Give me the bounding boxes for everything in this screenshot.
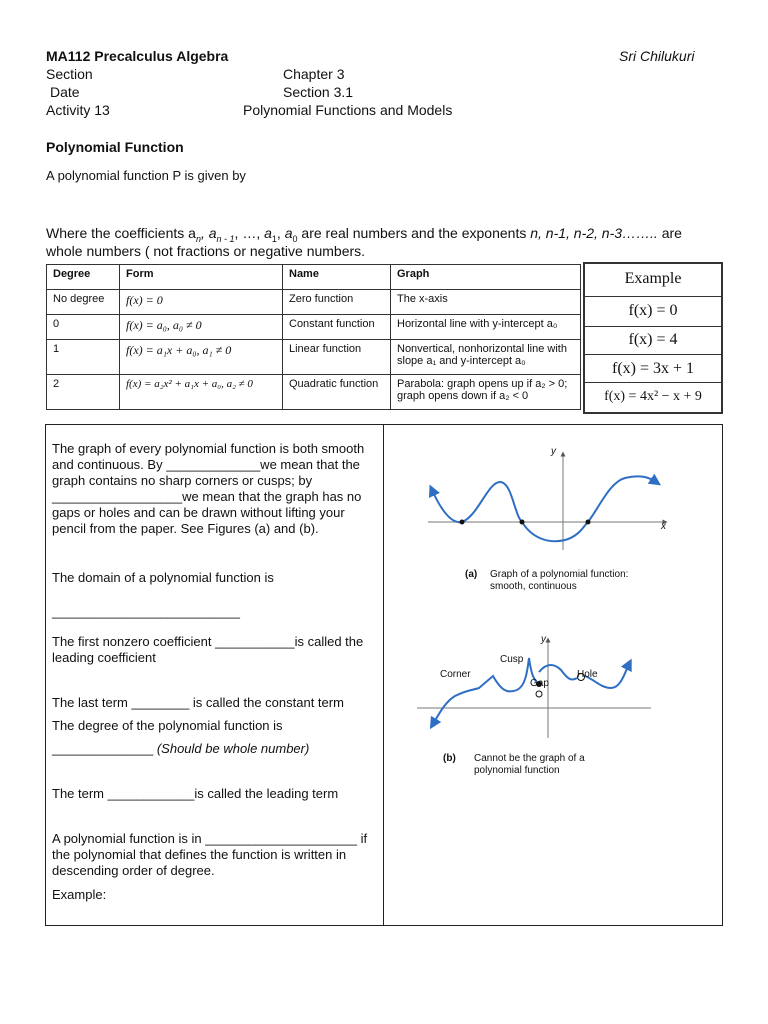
figure-a-y-label: y (551, 446, 556, 457)
instructor-name: Sri Chilukuri (619, 48, 695, 64)
smooth-continuous-paragraph: The graph of every polynomial function is both smooth and continuous. By _____________we mean that the graph contains no sharp corners or cusps; by __________________we mean that the graph has no gaps or holes and can be drawn without lifting your pencil from the paper. See Figures (a) and (b). (52, 441, 365, 536)
chapter-label: Chapter 3 (283, 66, 345, 82)
table-row (47, 340, 581, 375)
table-cell: Horizontal line with y-intercept a₀ (391, 315, 581, 340)
table-header: Form (120, 265, 283, 290)
table-cell: Constant function (283, 315, 391, 340)
table-cell: Zero function (283, 290, 391, 315)
figure-a-x-label: x (661, 521, 666, 532)
coefficients-line-2: whole numbers ( not fractions or negative numbers. (46, 243, 366, 259)
table-row (47, 290, 581, 315)
example-item: f(x) = 4 (585, 326, 721, 353)
x-intercept-point (520, 520, 525, 525)
section-number: Section 3.1 (283, 84, 354, 100)
degree-blank: ______________ (52, 741, 154, 756)
example-item: f(x) = 4x² − x + 9 (585, 382, 721, 411)
broken-curve-left (433, 658, 539, 724)
table-cell: 0 (47, 315, 120, 340)
table-cell: Linear function (283, 340, 391, 375)
cusp-label: Cusp (500, 654, 524, 665)
section-label: Section (46, 66, 93, 82)
degree-blank-line (52, 741, 377, 757)
column-divider (383, 424, 384, 926)
example-label: Example: (52, 887, 107, 902)
x-intercept-point (460, 520, 465, 525)
figure-a-label: (a) (465, 569, 478, 580)
activity-label: Activity 13 (46, 102, 110, 118)
leading-term-text: The term ____________is called the leading term (52, 786, 339, 801)
degree-text: The degree of the polynomial function is (52, 718, 283, 733)
leading-coefficient-text: The first nonzero coefficient ___________is called the leading coefficient (52, 634, 364, 665)
table-header: Graph (391, 265, 581, 290)
table-cell: Quadratic function (283, 375, 391, 410)
table-row (47, 315, 581, 340)
table-cell: No degree (47, 290, 120, 315)
constant-term-text: The last term ________ is called the constant term (52, 695, 344, 710)
table-header: Degree (47, 265, 120, 290)
degree-note: (Should be whole number) (153, 741, 310, 756)
coefficients-line: Where the coefficients $a_n$, $a_{n - 1}$, …, $a_1$, $a_0$ are real numbers and the exponents n, n-1, n-2, n-3…….. are (46, 225, 682, 244)
figure-b-label: (b) (443, 753, 456, 764)
figure-a-caption: Graph of a polynomial function: smooth, continuous (490, 569, 629, 592)
table-header: Name (283, 265, 391, 290)
table-cell: The x-axis (391, 290, 581, 315)
figure-a-graph (420, 442, 680, 552)
table-cell: Nonvertical, nonhorizontal line with slope a₁ and y-intercept a₀ (391, 340, 581, 375)
domain-text: The domain of a polynomial function is (52, 570, 274, 585)
x-intercept-point (586, 520, 591, 525)
figure-b-y-label: y (541, 634, 546, 645)
table-cell: 1 (47, 340, 120, 375)
polynomial-curve (432, 476, 656, 541)
section-heading: Polynomial Function (46, 139, 184, 155)
table-row (47, 375, 581, 410)
table-cell: f(x) = a₁x + a₀, a₁ ≠ 0 (120, 340, 283, 375)
example-box (583, 262, 723, 414)
coef-text-b: are real numbers and the exponents (297, 225, 531, 241)
table-cell: f(x) = a₀, a₀ ≠ 0 (120, 315, 283, 340)
table-cell: Parabola: graph opens up if a₂ > 0; graph opens down if a₂ < 0 (391, 375, 581, 410)
table-cell: 2 (47, 375, 120, 410)
topic-label: Polynomial Functions and Models (243, 102, 453, 118)
standard-form-text: A polynomial function is in _____________________ if the polynomial that defines the function is written in descending order of degree. (52, 831, 368, 878)
table-cell: f(x) = a₂x² + a₁x + a₀, a₂ ≠ 0 (120, 375, 283, 410)
exponents-text: n, n-1, n-2, n-3…….. (530, 225, 658, 241)
domain-blank: __________________________ (52, 604, 240, 619)
course-title: MA112 Precalculus Algebra (46, 48, 229, 64)
example-item: f(x) = 3x + 1 (585, 354, 721, 383)
table-header-row (47, 265, 581, 290)
example-item: f(x) = 0 (585, 296, 721, 325)
corner-label: Corner (440, 669, 471, 680)
gap-label: Gap (530, 678, 549, 689)
table-cell: f(x) = 0 (120, 290, 283, 315)
intro-line: A polynomial function P is given by (46, 168, 246, 183)
figure-b-caption: Cannot be the graph of a polynomial function (474, 753, 585, 776)
gap-open-point (536, 691, 542, 697)
date-label: Date (50, 84, 80, 100)
hole-label: Hole (577, 669, 598, 680)
polynomial-table (46, 264, 581, 410)
example-heading: Example (624, 270, 682, 287)
coef-text-a: Where the coefficients a (46, 225, 196, 241)
coef-text-d: are (657, 225, 682, 241)
